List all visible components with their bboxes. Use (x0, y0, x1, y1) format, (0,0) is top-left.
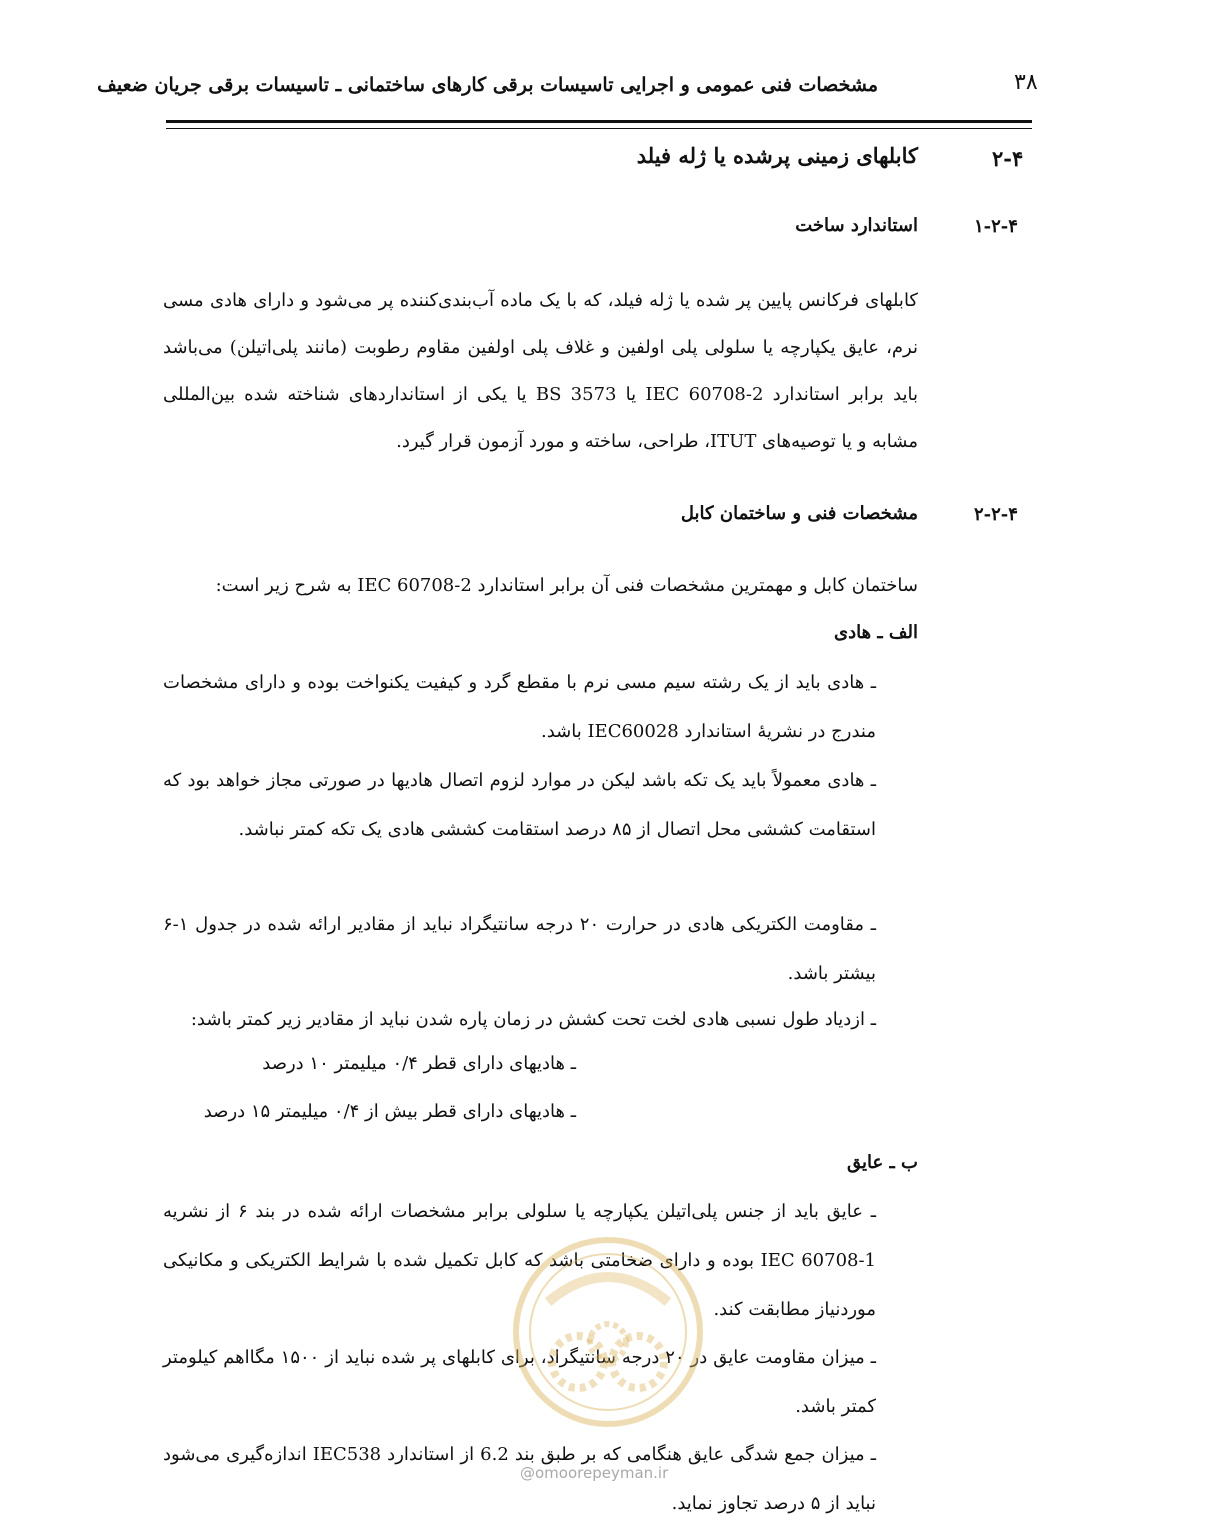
watermark-seal-icon (508, 1232, 708, 1432)
watermark-text: @omoorepeyman.ir (520, 1464, 669, 1482)
subsection-1-number: ۱-۲-۴ (974, 216, 1018, 237)
elongation-line: ـ ازدیاد طول نسبی هادی لخت تحت کشش در زمان پاره شدن نباید از مقادیر زیر کمتر باشد: (190, 1009, 876, 1030)
part-b-bullet-2: ـ میزان مقاومت عایق در ۲۰ درجه سانتیگراد، برای کابلهای پر شده نباید از ۱۵۰۰ مگااهم کیلومتر کمتر باشد. (163, 1347, 876, 1417)
part-a-bullet-1: ـ هادی باید از یک رشته سیم مسی نرم با مقطع گرد و کیفیت یکنواخت بوده و دارای مشخصات مندرج در نشریهٔ استاندارد IEC60028 باشد. (163, 672, 876, 742)
section-title: کابلهای زمینی پرشده یا ژله فیلد (636, 143, 918, 168)
subsection-1-title: استاندارد ساخت (795, 215, 918, 236)
part-a-heading: الف ـ هادی (833, 622, 918, 643)
part-b-bullet-3: ـ میزان جمع شدگی عایق هنگامی که بر طبق بند 6.2 از استاندارد IEC538 اندازه‌گیری می‌شود نباید از ۵ درصد تجاوز نماید. (163, 1444, 877, 1514)
header-rule-thick (166, 120, 1032, 123)
part-b-heading: ب ـ عایق (847, 1152, 918, 1173)
section-number: ۲-۴ (992, 146, 1024, 171)
header-rule-thin (166, 128, 1032, 129)
elongation-item-1: ـ هادیهای دارای قطر ۰/۴ میلیمتر ۱۰ درصد (262, 1053, 576, 1074)
subsection-2-number: ۲-۲-۴ (974, 504, 1018, 525)
subsection-2-title: مشخصات فنی و ساختمان کابل (680, 503, 918, 524)
subsection-2-intro: ساختمان کابل و مهمترین مشخصات فنی آن برابر استاندارد IEC 60708-2 به شرح زیر است: (215, 575, 918, 596)
part-a-bullet-2: ـ هادی معمولاً باید یک تکه باشد لیکن در موارد لزوم اتصال هادیها در صورتی مجاز خواهد بود که استقامت کششی محل اتصال از ۸۵ درصد استقامت کششی هادی یک تکه کمتر نباشد. (163, 770, 876, 840)
part-b-bullet-1: ـ عایق باید از جنس پلی‌اتیلن یکپارچه یا سلولی برابر مشخصات ارائه شده در بند ۶ از نشریه IEC 60708-1 بوده و دارای ضخامتی باشد که کابل تکمیل شده با شرایط الکتریکی و مکانیکی موردنیاز مطابقت کند. (163, 1201, 877, 1320)
subsection-1-paragraph: کابلهای فرکانس پایین پر شده یا ژله فیلد، که با یک ماده آب‌بندی‌کننده پر می‌شود و دارای هادی مسی نرم، عایق یکپارچه یا سلولی پلی اولفین و غلاف پلی اولفین مقاوم رطوبت (مانند پلی‌اتیلن) می‌باشد باید برابر استاندارد IEC 60708-2 یا BS 3573 یا یکی از استانداردهای شناخته شده بین‌المللی مشابه و یا توصیه‌های ITUT، طراحی، ساخته و مورد آزمون قرار گیرد. (163, 290, 919, 452)
page-number: ۳۸ (1014, 70, 1038, 95)
running-header-title: مشخصات فنی عمومی و اجرایی تاسیسات برقی کارهای ساختمانی ـ تاسیسات برقی جریان ضعیف (97, 74, 878, 96)
elongation-item-2: ـ هادیهای دارای قطر بیش از ۰/۴ میلیمتر ۱۵ درصد (203, 1101, 576, 1122)
part-a-bullet-3: ـ مقاومت الکتریکی هادی در حرارت ۲۰ درجه سانتیگراد نباید از مقادیر ارائه شده در جدول ۱-۶ بیشتر باشد. (163, 914, 876, 984)
